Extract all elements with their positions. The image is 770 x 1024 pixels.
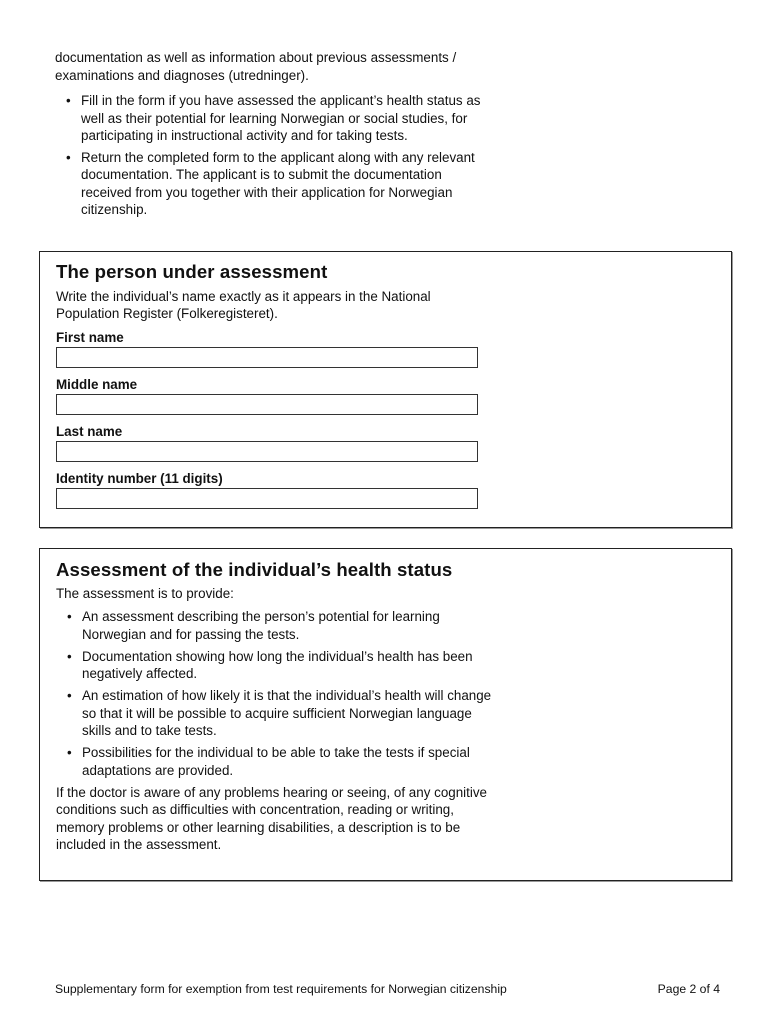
identity-number-input[interactable] (56, 488, 478, 509)
list-item: • Possibilities for the individual to be able to take the tests if special adaptations are provided. (56, 744, 496, 779)
list-item: • Documentation showing how long the individual’s health has been negatively affected. (56, 648, 496, 683)
health-section-intro: The assessment is to provide: (56, 586, 234, 601)
middle-name-input[interactable] (56, 394, 478, 415)
middle-name-field-group (56, 377, 715, 415)
intro-bullet-list (55, 92, 495, 219)
person-under-assessment-section (39, 251, 732, 528)
health-section-body (56, 585, 496, 853)
list-item: • An estimation of how likely it is that the individual’s health will change so that it will be possible to acquire sufficient Norwegian language skills and to take tests. (56, 687, 496, 739)
first-name-input[interactable] (56, 347, 478, 368)
middle-name-label: Middle name (56, 377, 138, 392)
health-section-closing: If the doctor is aware of any problems hearing or seeing, of any cognitive conditions such as difficulties with concentration, reading or writing, memory problems or other learning disabilities, a description is to be included in the assessment. (56, 784, 487, 852)
first-name-field-group (56, 330, 715, 368)
last-name-label: Last name (56, 424, 123, 439)
section-title: The person under assessment (56, 261, 328, 282)
identity-number-field-group (56, 471, 715, 509)
health-bullet-list (56, 608, 496, 779)
section-title: Assessment of the individual’s health status (56, 559, 453, 580)
health-status-assessment-section (39, 548, 732, 881)
last-name-field-group (56, 424, 715, 462)
intro-lead: documentation as well as information about previous assessments / examinations and diagnoses (utredninger). (55, 50, 457, 83)
identity-number-label: Identity number (11 digits) (56, 471, 223, 486)
first-name-label: First name (56, 330, 124, 345)
list-item: • Return the completed form to the applicant along with any relevant documentation. The applicant is to submit the documentation received from you together with their application for Norwegian citizenship. (55, 149, 495, 219)
section-description: Write the individual’s name exactly as it appears in the National Population Register (Folkeregisteret). (56, 289, 431, 321)
last-name-input[interactable] (56, 441, 478, 462)
footer-form-title: Supplementary form for exemption from test requirements for Norwegian citizenship (55, 982, 507, 996)
list-item: • Fill in the form if you have assessed the applicant’s health status as well as their potential for learning Norwegian or social studies, for participating in instructional activity and for taking tests. (55, 92, 495, 145)
footer-page-number: Page 2 of 4 (657, 982, 720, 996)
intro-text-block (55, 49, 495, 223)
list-item: • An assessment describing the person’s potential for learning Norwegian and for passing the tests. (56, 608, 496, 643)
